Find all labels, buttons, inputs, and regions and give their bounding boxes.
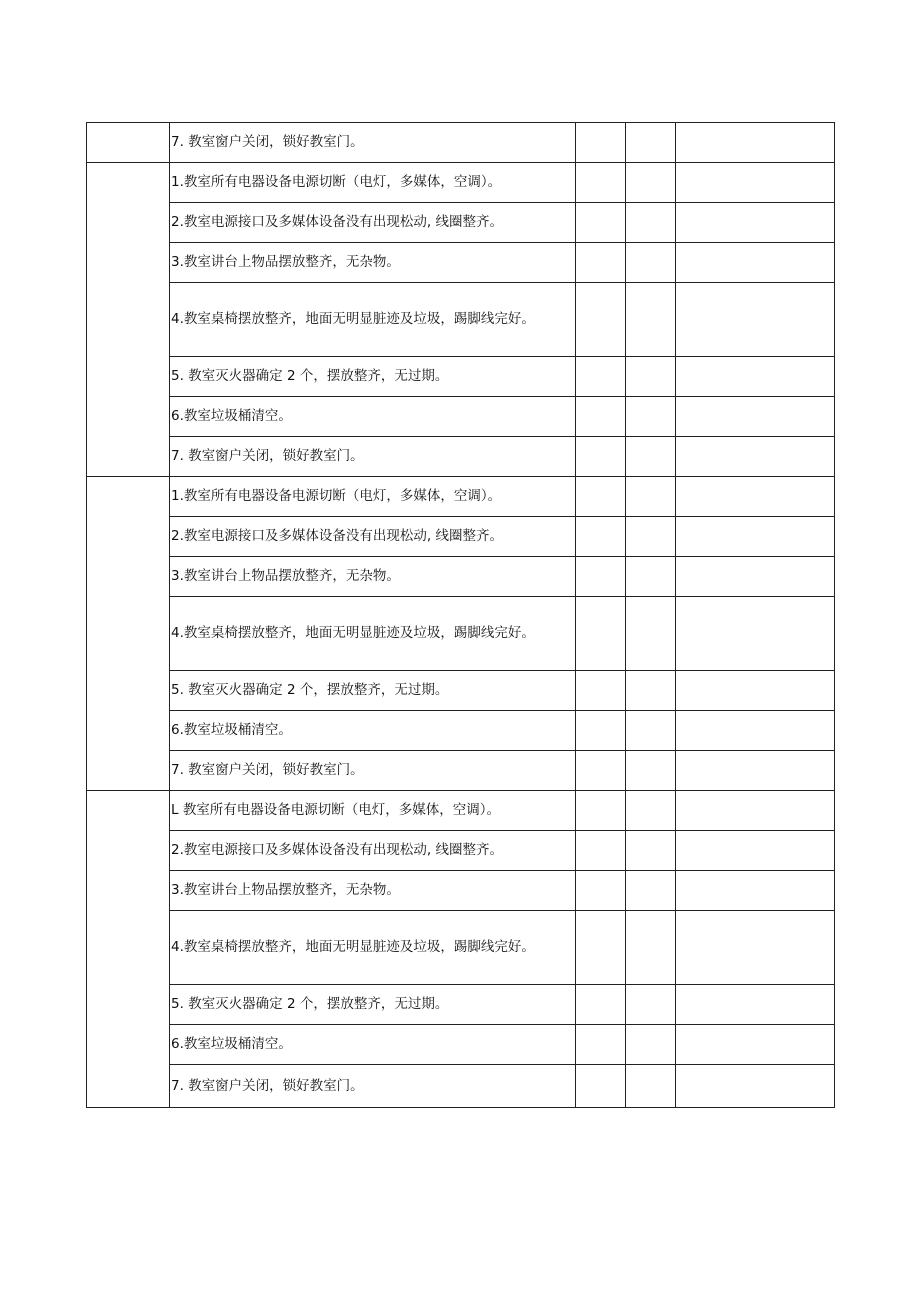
check-cell-1[interactable] xyxy=(576,871,626,911)
table-row xyxy=(87,243,835,283)
checklist-item-text: 6.教室垃圾桶清空。 xyxy=(171,408,292,424)
remarks-cell[interactable] xyxy=(676,123,835,163)
check-cell-2[interactable] xyxy=(626,397,676,437)
checklist-item-text: 7. 教室窗户关闭，锁好教室门。 xyxy=(171,134,364,150)
check-cell-2[interactable] xyxy=(626,711,676,751)
checklist-item-text: 4.教室桌椅摆放整齐，地面无明显脏迹及垃圾，踢脚线完好。 xyxy=(171,625,535,641)
checklist-item-cell xyxy=(170,791,576,831)
checklist-item-cell xyxy=(170,283,576,357)
checklist-item-text: 4.教室桌椅摆放整齐，地面无明显脏迹及垃圾，踢脚线完好。 xyxy=(171,311,535,327)
checklist-item-cell xyxy=(170,871,576,911)
checklist-item-cell xyxy=(170,477,576,517)
table-row xyxy=(87,1025,835,1065)
check-cell-2[interactable] xyxy=(626,357,676,397)
check-cell-1[interactable] xyxy=(576,597,626,671)
check-cell-1[interactable] xyxy=(576,163,626,203)
checklist-item-text: 3.教室讲台上物品摆放整齐，无杂物。 xyxy=(171,882,400,898)
remarks-cell[interactable] xyxy=(676,243,835,283)
table-row xyxy=(87,911,835,985)
table-row xyxy=(87,597,835,671)
table-row xyxy=(87,163,835,203)
remarks-cell[interactable] xyxy=(676,283,835,357)
check-cell-2[interactable] xyxy=(626,911,676,985)
checklist-item-cell xyxy=(170,397,576,437)
table-row xyxy=(87,871,835,911)
check-cell-1[interactable] xyxy=(576,791,626,831)
check-cell-1[interactable] xyxy=(576,243,626,283)
checklist-item-text: 2.教室电源接口及多媒体设备没有出现松动, 线圈整齐。 xyxy=(171,842,503,858)
check-cell-1[interactable] xyxy=(576,831,626,871)
checklist-item-cell xyxy=(170,711,576,751)
check-cell-1[interactable] xyxy=(576,671,626,711)
check-cell-1[interactable] xyxy=(576,1065,626,1108)
table-row xyxy=(87,1065,835,1108)
table-row xyxy=(87,397,835,437)
remarks-cell[interactable] xyxy=(676,477,835,517)
remarks-cell[interactable] xyxy=(676,671,835,711)
check-cell-1[interactable] xyxy=(576,1025,626,1065)
remarks-cell[interactable] xyxy=(676,597,835,671)
table-row xyxy=(87,711,835,751)
check-cell-2[interactable] xyxy=(626,557,676,597)
checklist-item-cell xyxy=(170,203,576,243)
check-cell-1[interactable] xyxy=(576,283,626,357)
table-row xyxy=(87,283,835,357)
check-cell-1[interactable] xyxy=(576,985,626,1025)
checklist-item-cell xyxy=(170,123,576,163)
checklist-item-cell xyxy=(170,911,576,985)
checklist-item-cell xyxy=(170,985,576,1025)
check-cell-1[interactable] xyxy=(576,203,626,243)
checklist-item-text: 5. 教室灭火器确定 2 个，摆放整齐，无过期。 xyxy=(171,996,449,1012)
checklist-item-text: 2.教室电源接口及多媒体设备没有出现松动, 线圈整齐。 xyxy=(171,214,503,230)
checklist-item-cell xyxy=(170,1065,576,1108)
check-cell-2[interactable] xyxy=(626,517,676,557)
check-cell-2[interactable] xyxy=(626,597,676,671)
remarks-cell[interactable] xyxy=(676,557,835,597)
check-cell-2[interactable] xyxy=(626,243,676,283)
checklist-item-text: 5. 教室灭火器确定 2 个，摆放整齐，无过期。 xyxy=(171,682,449,698)
remarks-cell[interactable] xyxy=(676,203,835,243)
check-cell-2[interactable] xyxy=(626,1025,676,1065)
checklist-item-text: 7. 教室窗户关闭，锁好教室门。 xyxy=(171,448,364,464)
checklist-item-cell xyxy=(170,1025,576,1065)
remarks-cell[interactable] xyxy=(676,751,835,791)
table-row xyxy=(87,985,835,1025)
check-cell-1[interactable] xyxy=(576,397,626,437)
checklist-body xyxy=(87,123,835,1108)
table-row xyxy=(87,671,835,711)
check-cell-1[interactable] xyxy=(576,437,626,477)
check-cell-2[interactable] xyxy=(626,123,676,163)
checklist-item-text: 7. 教室窗户关闭，锁好教室门。 xyxy=(171,762,364,778)
check-cell-2[interactable] xyxy=(626,751,676,791)
group-label-cell xyxy=(87,477,170,791)
checklist-item-cell xyxy=(170,437,576,477)
table-row xyxy=(87,791,835,831)
checklist-item-cell xyxy=(170,557,576,597)
checklist-item-text: 3.教室讲台上物品摆放整齐，无杂物。 xyxy=(171,568,400,584)
table-row xyxy=(87,357,835,397)
remarks-cell[interactable] xyxy=(676,911,835,985)
check-cell-2[interactable] xyxy=(626,1065,676,1108)
check-cell-2[interactable] xyxy=(626,871,676,911)
remarks-cell[interactable] xyxy=(676,437,835,477)
checklist-item-text: 2.教室电源接口及多媒体设备没有出现松动, 线圈整齐。 xyxy=(171,528,503,544)
check-cell-2[interactable] xyxy=(626,477,676,517)
check-cell-2[interactable] xyxy=(626,831,676,871)
checklist-item-cell xyxy=(170,597,576,671)
check-cell-1[interactable] xyxy=(576,911,626,985)
check-cell-2[interactable] xyxy=(626,437,676,477)
remarks-cell[interactable] xyxy=(676,871,835,911)
checklist-item-cell xyxy=(170,751,576,791)
table-row xyxy=(87,751,835,791)
table-row xyxy=(87,123,835,163)
remarks-cell[interactable] xyxy=(676,1025,835,1065)
checklist-item-cell xyxy=(170,163,576,203)
table-row xyxy=(87,203,835,243)
remarks-cell[interactable] xyxy=(676,517,835,557)
check-cell-2[interactable] xyxy=(626,985,676,1025)
checklist-item-cell xyxy=(170,517,576,557)
check-cell-1[interactable] xyxy=(576,123,626,163)
table-row xyxy=(87,557,835,597)
checklist-item-text: 1.教室所有电器设备电源切断（电灯，多媒体，空调）。 xyxy=(171,488,502,504)
table-row xyxy=(87,517,835,557)
group-label-cell xyxy=(87,791,170,1108)
remarks-cell[interactable] xyxy=(676,985,835,1025)
classroom-checklist-table xyxy=(86,122,835,1108)
checklist-item-text: 1.教室所有电器设备电源切断（电灯，多媒体，空调）。 xyxy=(171,174,502,190)
checklist-item-cell xyxy=(170,831,576,871)
remarks-cell[interactable] xyxy=(676,711,835,751)
remarks-cell[interactable] xyxy=(676,1065,835,1108)
checklist-item-text: 3.教室讲台上物品摆放整齐，无杂物。 xyxy=(171,254,400,270)
remarks-cell[interactable] xyxy=(676,163,835,203)
check-cell-2[interactable] xyxy=(626,671,676,711)
table-row xyxy=(87,437,835,477)
checklist-item-text: 5. 教室灭火器确定 2 个，摆放整齐，无过期。 xyxy=(171,368,449,384)
checklist-item-text: 7. 教室窗户关闭，锁好教室门。 xyxy=(171,1077,364,1094)
check-cell-2[interactable] xyxy=(626,283,676,357)
group-label-cell xyxy=(87,123,170,163)
check-cell-1[interactable] xyxy=(576,557,626,597)
table-row xyxy=(87,477,835,517)
table-row xyxy=(87,831,835,871)
remarks-cell[interactable] xyxy=(676,791,835,831)
checklist-item-text: 6.教室垃圾桶清空。 xyxy=(171,722,292,738)
check-cell-1[interactable] xyxy=(576,477,626,517)
check-cell-1[interactable] xyxy=(576,751,626,791)
checklist-item-cell xyxy=(170,357,576,397)
check-cell-1[interactable] xyxy=(576,711,626,751)
check-cell-1[interactable] xyxy=(576,357,626,397)
check-cell-1[interactable] xyxy=(576,517,626,557)
checklist-item-text: 6.教室垃圾桶清空。 xyxy=(171,1036,292,1052)
group-label-cell xyxy=(87,163,170,477)
check-cell-2[interactable] xyxy=(626,791,676,831)
checklist-item-text: 4.教室桌椅摆放整齐，地面无明显脏迹及垃圾，踢脚线完好。 xyxy=(171,939,535,955)
remarks-cell[interactable] xyxy=(676,831,835,871)
checklist-item-text: L 教室所有电器设备电源切断（电灯，多媒体，空调）。 xyxy=(171,802,501,818)
remarks-cell[interactable] xyxy=(676,357,835,397)
check-cell-2[interactable] xyxy=(626,203,676,243)
checklist-item-cell xyxy=(170,243,576,283)
remarks-cell[interactable] xyxy=(676,397,835,437)
check-cell-2[interactable] xyxy=(626,163,676,203)
checklist-item-cell xyxy=(170,671,576,711)
